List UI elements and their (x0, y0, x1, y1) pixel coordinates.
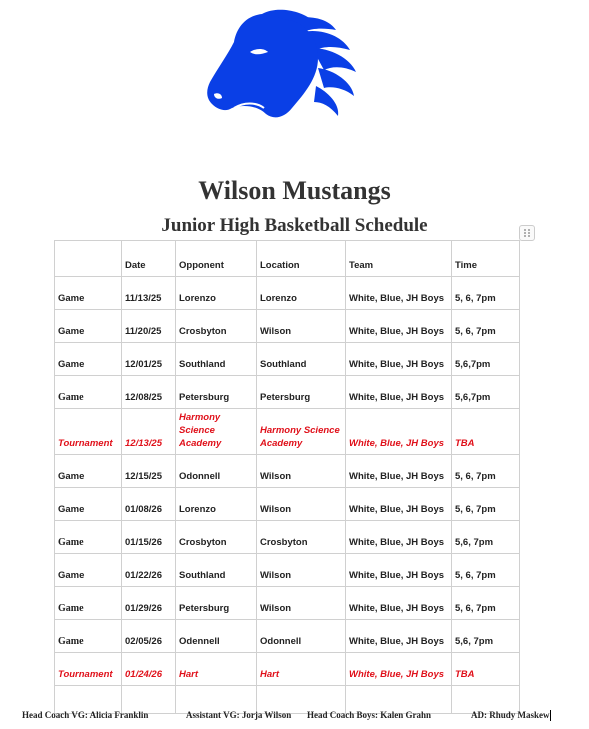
event-cell: Game (55, 343, 122, 376)
location-cell: Southland (257, 343, 346, 376)
time-cell: 5,6, 7pm (452, 521, 520, 554)
text-cursor (550, 710, 551, 721)
team-cell: White, Blue, JH Boys (346, 310, 452, 343)
team-cell: White, Blue, JH Boys (346, 587, 452, 620)
location-cell: Wilson (257, 587, 346, 620)
head-coach-vg: Head Coach VG: Alicia Franklin (22, 710, 149, 720)
table-row-tournament (55, 409, 520, 455)
team-cell: White, Blue, JH Boys (346, 376, 452, 409)
table-row (55, 310, 520, 343)
event-cell: Game (55, 376, 122, 409)
opponent-cell: Southland (176, 343, 257, 376)
time-cell: 5, 6, 7pm (452, 277, 520, 310)
event-cell: Tournament (55, 653, 122, 686)
location-cell: Crosbyton (257, 521, 346, 554)
mustang-logo-icon (204, 8, 366, 122)
page-title: Wilson Mustangs (198, 176, 391, 205)
table-row-tournament (55, 653, 520, 686)
assistant-vg: Assistant VG: Jorja Wilson (186, 710, 292, 720)
event-cell: Game (55, 620, 122, 653)
opponent-cell: Crosbyton (176, 521, 257, 554)
time-cell: 5, 6, 7pm (452, 554, 520, 587)
date-cell: 01/15/26 (122, 521, 176, 554)
time-cell: TBA (452, 409, 520, 455)
opponent-cell: Harmony Science Academy (176, 409, 257, 455)
location-cell: Harmony Science Academy (257, 409, 346, 455)
page-subtitle: Junior High Basketball Schedule (161, 215, 428, 236)
table-drag-handle-icon[interactable] (519, 225, 535, 241)
date-cell: 12/13/25 (122, 409, 176, 455)
time-cell: 5,6, 7pm (452, 620, 520, 653)
header-cell (55, 241, 122, 277)
opponent-cell: Petersburg (176, 376, 257, 409)
head-coach-boys: Head Coach Boys: Kalen Grahn (307, 710, 432, 720)
opponent-cell: Odennell (176, 620, 257, 653)
opponent-cell: Crosbyton (176, 310, 257, 343)
table-row (55, 277, 520, 310)
time-cell: 5, 6, 7pm (452, 310, 520, 343)
opponent-cell: Lorenzo (176, 488, 257, 521)
date-cell: 02/05/26 (122, 620, 176, 653)
table-row (55, 488, 520, 521)
event-cell: Game (55, 554, 122, 587)
header-cell: Team (346, 241, 452, 277)
location-cell: Wilson (257, 310, 346, 343)
header-cell: Date (122, 241, 176, 277)
time-cell: 5, 6, 7pm (452, 488, 520, 521)
team-cell: White, Blue, JH Boys (346, 554, 452, 587)
date-cell: 01/08/26 (122, 488, 176, 521)
location-cell: Lorenzo (257, 277, 346, 310)
header-cell: Time (452, 241, 520, 277)
location-cell: Odonnell (257, 620, 346, 653)
time-cell: 5, 6, 7pm (452, 455, 520, 488)
location-cell: Wilson (257, 488, 346, 521)
date-cell: 12/01/25 (122, 343, 176, 376)
table-row (55, 554, 520, 587)
location-cell: Hart (257, 653, 346, 686)
opponent-cell: Petersburg (176, 587, 257, 620)
header-cell: Location (257, 241, 346, 277)
table-row (55, 455, 520, 488)
team-cell: White, Blue, JH Boys (346, 343, 452, 376)
date-cell: 01/29/26 (122, 587, 176, 620)
date-cell: 01/24/26 (122, 653, 176, 686)
event-cell: Game (55, 587, 122, 620)
team-cell: White, Blue, JH Boys (346, 455, 452, 488)
event-cell: Game (55, 455, 122, 488)
header-cell: Opponent (176, 241, 257, 277)
opponent-cell: Southland (176, 554, 257, 587)
table-row (55, 376, 520, 409)
time-cell: 5,6,7pm (452, 376, 520, 409)
event-cell: Tournament (55, 409, 122, 455)
location-cell: Wilson (257, 554, 346, 587)
team-cell: White, Blue, JH Boys (346, 620, 452, 653)
event-cell: Game (55, 521, 122, 554)
date-cell: 12/08/25 (122, 376, 176, 409)
date-cell: 12/15/25 (122, 455, 176, 488)
staff-footer (0, 710, 589, 724)
athletic-director: AD: Rhudy Maskew (471, 710, 550, 720)
location-cell: Wilson (257, 455, 346, 488)
location-cell: Petersburg (257, 376, 346, 409)
time-cell: 5,6,7pm (452, 343, 520, 376)
team-cell: White, Blue, JH Boys (346, 653, 452, 686)
date-cell: 11/13/25 (122, 277, 176, 310)
date-cell: 11/20/25 (122, 310, 176, 343)
table-row (55, 587, 520, 620)
opponent-cell: Lorenzo (176, 277, 257, 310)
team-cell: White, Blue, JH Boys (346, 409, 452, 455)
team-cell: White, Blue, JH Boys (346, 277, 452, 310)
table-row (55, 620, 520, 653)
table-row (55, 521, 520, 554)
date-cell: 01/22/26 (122, 554, 176, 587)
event-cell: Game (55, 488, 122, 521)
table-row (55, 343, 520, 376)
schedule-table (54, 240, 520, 714)
event-cell: Game (55, 310, 122, 343)
time-cell: 5, 6, 7pm (452, 587, 520, 620)
event-cell: Game (55, 277, 122, 310)
time-cell: TBA (452, 653, 520, 686)
opponent-cell: Hart (176, 653, 257, 686)
team-cell: White, Blue, JH Boys (346, 488, 452, 521)
team-cell: White, Blue, JH Boys (346, 521, 452, 554)
opponent-cell: Odonnell (176, 455, 257, 488)
table-header-row (55, 241, 520, 277)
